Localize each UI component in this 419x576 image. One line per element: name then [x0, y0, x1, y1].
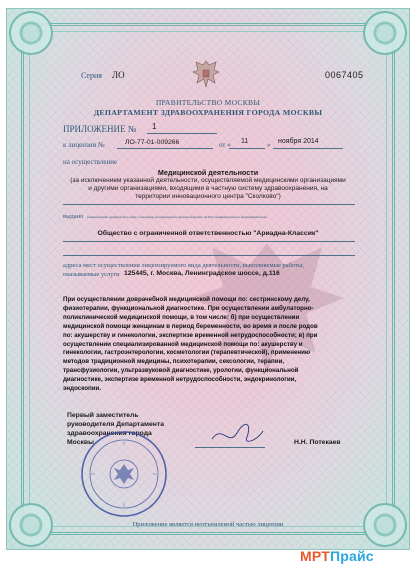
- services-line: При осуществлении доврачебной медицинской помощи по: сестринскому делу,: [63, 296, 310, 303]
- appendix-number: 1: [152, 122, 157, 131]
- services-line: физиотерапии, функциональной диагностике. При осуществлении амбулаторно-: [63, 304, 314, 312]
- services-line: поликлинической медицинской помощи, в том числе: б) при осуществлении: [63, 313, 300, 321]
- corner-rosette-icon: [363, 11, 407, 55]
- date-month-year: ноября 2014: [278, 138, 319, 145]
- organization-name: Общество с ограниченной ответственностью "Ариадна-Классик": [97, 230, 319, 237]
- services-text-block: [63, 296, 355, 394]
- date-day-close: »: [267, 141, 271, 149]
- signature-icon: [207, 419, 267, 449]
- corner-rosette-icon: [9, 11, 53, 55]
- appendix-number-underline: [147, 133, 217, 134]
- activity-title: Медицинской деятельности: [157, 168, 259, 177]
- services-line: гинекологии, гастроэнтерологии, косметологии (терапевтической), применению: [63, 349, 311, 357]
- coat-of-arms-icon: [192, 59, 220, 89]
- series-label: Серия: [81, 71, 102, 80]
- issued-label: выдано: [63, 213, 84, 220]
- license-number: ЛО-77-01-009266: [125, 139, 180, 146]
- date-month-underline: [273, 148, 343, 149]
- department-title: ДЕПАРТАМЕНТ ЗДРАВООХРАНЕНИЯ ГОРОДА МОСКВЫ: [93, 108, 323, 117]
- mrtprice-logo: [300, 548, 374, 564]
- services-line: диагностике, экспертизе временной нетрудоспособности, эндокринологии,: [63, 376, 297, 384]
- organization-underline-2: [63, 255, 355, 256]
- logo-part2: Прайс: [329, 548, 374, 564]
- activity-desc-line2: и другими организациями, входящими в частную систему здравоохранения, на: [88, 185, 328, 192]
- signatory-title-line2: руководителя Департамента: [67, 421, 165, 428]
- date-day-underline: [229, 148, 265, 149]
- services-line: трансфузиологии, ультразвуковой диагностике, урологии, функциональной: [63, 367, 299, 375]
- footer-note: Приложение является неотъемлемой частью лицензии: [132, 521, 284, 528]
- date-day: 11: [241, 138, 249, 145]
- address-value: 125445, г. Москва, Ленинградское шоссе, д.116: [124, 270, 280, 277]
- form-number: 0067405: [325, 70, 364, 80]
- address-label-line2: оказываемые услуги: [63, 271, 120, 278]
- activity-label: на осуществление: [63, 158, 118, 166]
- services-line: методов традиционной медицины, психотерапии, сексологии, терапии,: [63, 358, 285, 366]
- address-label-line1: адреса мест осуществления лицензируемого вида деятельности, выполняемые работы,: [63, 262, 304, 269]
- organization-underline: [63, 241, 355, 242]
- government-title: ПРАВИТЕЛЬСТВО МОСКВЫ: [155, 98, 261, 107]
- signatory-name: Н.Н. Потекаев: [294, 439, 341, 446]
- signatory-title-line1: Первый заместитель: [67, 412, 139, 419]
- license-sheet: [6, 8, 410, 550]
- appendix-label: ПРИЛОЖЕНИЕ №: [63, 124, 137, 134]
- services-line: осуществлении специализированной медицинской помощи по: акушерству и: [63, 340, 303, 348]
- services-line: медицинской помощи женщинам в период беременности, во время и после родов: [63, 322, 318, 330]
- activity-desc-line1: (за исключением указанной деятельности, осуществляемой медицинскими организациями: [70, 177, 346, 184]
- signatory-title-line4: Москвы: [67, 439, 94, 446]
- services-line: по: акушерству и гинекологии, экспертизе временной нетрудоспособности; в) при: [63, 331, 318, 339]
- activity-desc-line3: территории инновационного центра "Сколково"): [135, 193, 281, 200]
- services-line: эндоскопии.: [63, 385, 102, 393]
- official-stamp-icon: [79, 429, 169, 519]
- logo-part1: МРТ: [300, 548, 330, 564]
- signatory-title-line3: здравоохранения города: [67, 430, 152, 437]
- activity-underline: [63, 204, 355, 205]
- series-value: ЛО: [112, 70, 125, 80]
- issued-hint: (наименование юридического лица с указанием организационно-правовой формы / Ф.И.О. индивидуального предпринимателя): [87, 215, 267, 219]
- date-from-label: от «: [219, 141, 231, 149]
- license-label: к лицензии №: [63, 141, 105, 149]
- license-number-underline: [117, 148, 213, 149]
